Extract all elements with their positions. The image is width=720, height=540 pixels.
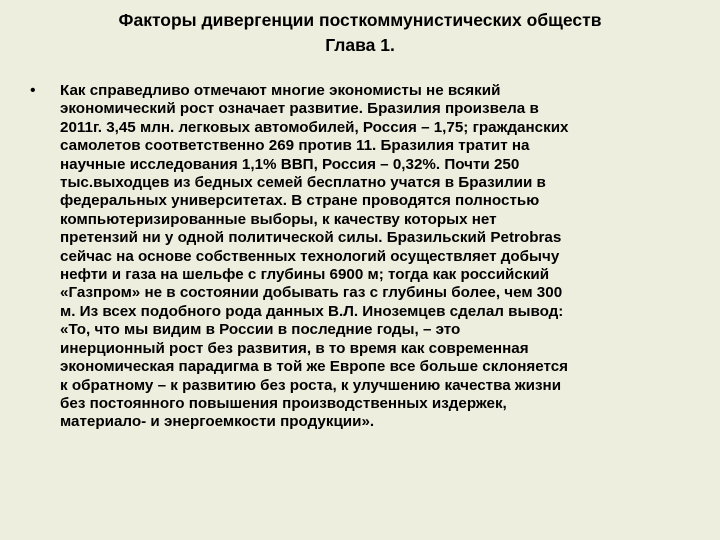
paragraph-line: научные исследования 1,1% ВВП, Россия – 0,32%. Почти 250 (60, 155, 520, 173)
paragraph-line: м. Из всех подобного рода данных В.Л. Иноземцев сделал вывод: (60, 302, 564, 320)
paragraph-line: инерционный рост без развития, в то время как современная (60, 339, 529, 357)
bullet-item (30, 82, 680, 432)
paragraph-line: тыс.выходцев из бедных семей бесплатно учатся в Бразилии в (60, 174, 546, 192)
bullet-paragraph (60, 82, 680, 432)
paragraph-line: нефти и газа на шельфе с глубины 6900 м; тогда как российский (60, 266, 550, 284)
paragraph-line: самолетов соответственно 269 против 11. Бразилия тратит на (60, 137, 530, 155)
paragraph-line: 2011г. 3,45 млн. легковых автомобилей, Россия – 1,75; гражданских (60, 118, 569, 136)
paragraph-line: экономический рост означает развитие. Бразилия произвела в (60, 100, 539, 118)
paragraph-line: к обратному – к развитию без роста, к улучшению качества жизни (60, 376, 562, 394)
paragraph-line: сейчас на основе собственных технологий осуществляет добычу (60, 247, 560, 265)
paragraph-line: без постоянного повышения производственных издержек, (60, 394, 507, 412)
slide-body (30, 82, 680, 432)
paragraph-line: «То, что мы видим в России в последние годы, – это (60, 321, 461, 339)
title-line-1: Факторы дивергенции посткоммунистических обществ (118, 10, 602, 30)
paragraph-line: материало- и энергоемкости продукции». (60, 413, 375, 431)
title-line-2: Глава 1. (325, 35, 395, 55)
paragraph-line: Как справедливо отмечают многие экономисты не всякий (60, 82, 501, 99)
paragraph-line: компьютеризированные выборы, к качеству которых нет (60, 210, 497, 228)
paragraph-line: федеральных университетах. В стране проводятся полностью (60, 192, 540, 210)
paragraph-line: «Газпром» не в состоянии добывать газ с глубины более, чем 300 (60, 284, 563, 302)
paragraph-line: экономическая парадигма в той же Европе все больше склоняется (60, 358, 569, 376)
paragraph-line: претензий ни у одной политической силы. Бразильский Petrobras (60, 229, 562, 247)
slide-title (20, 8, 700, 58)
bullet-icon: • (30, 82, 36, 99)
